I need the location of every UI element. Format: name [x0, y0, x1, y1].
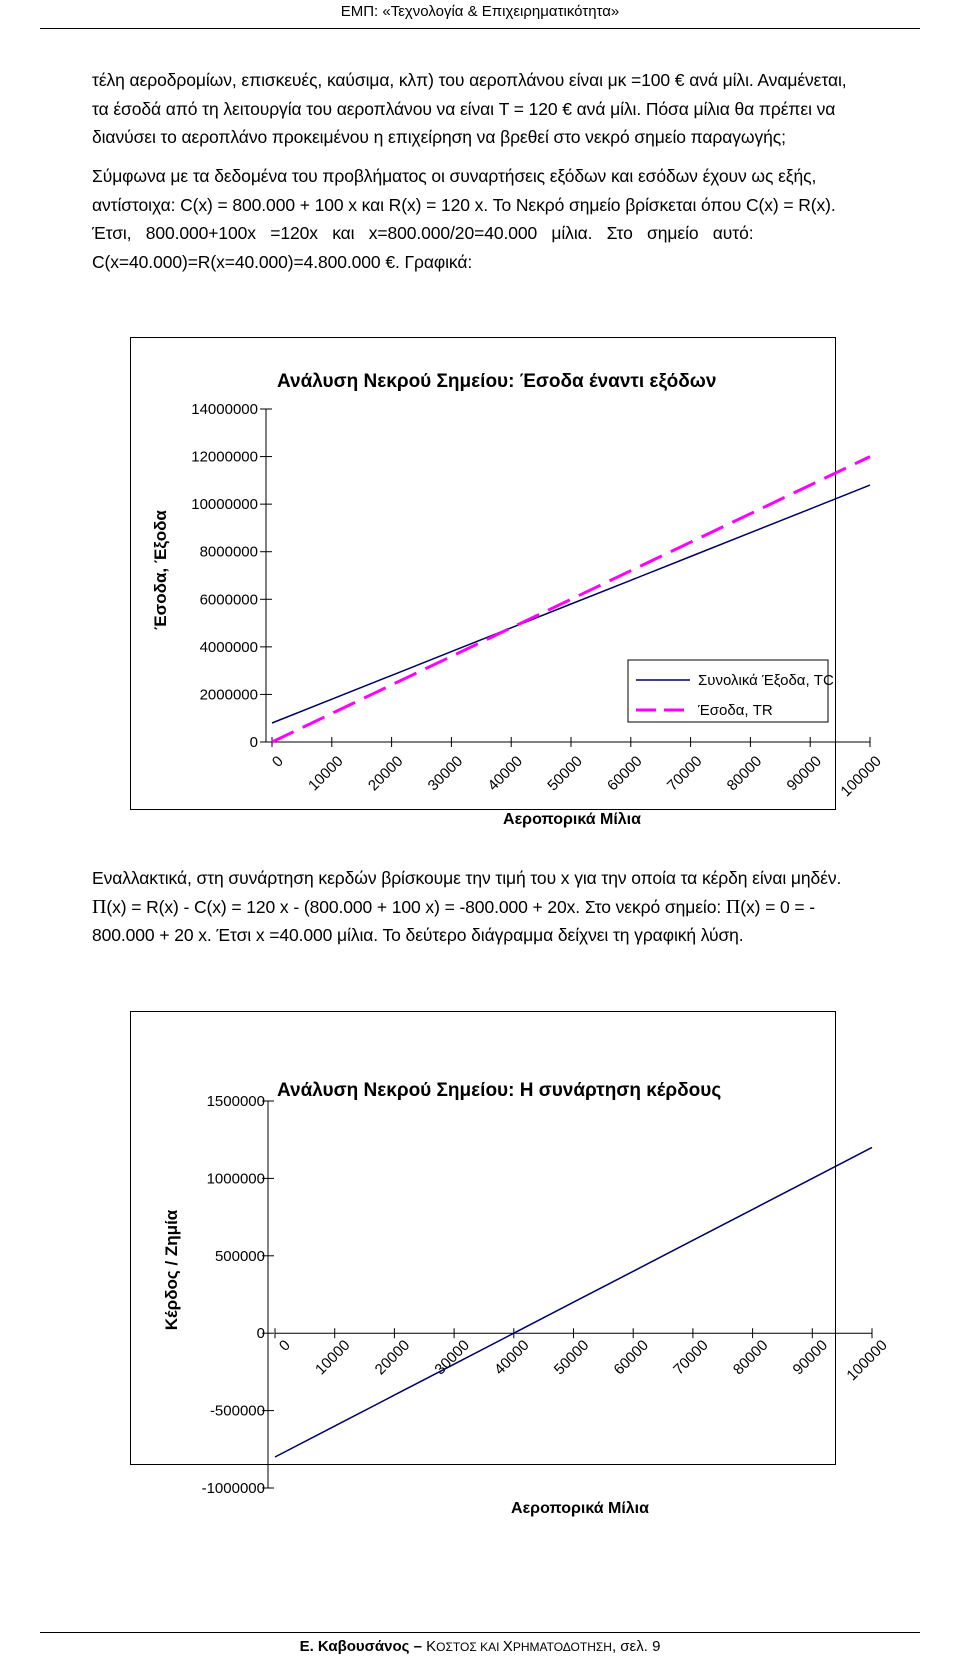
- text-line: Σύμφωνα με τα δεδομένα του προβλήματος οι συναρτήσεις εξόδων και εσόδων έχουν ως εξής,: [92, 166, 817, 186]
- text-line: Έτσι, 800.000+100x =120x και x=800.000/20=40.000 μίλια. Στο σημείο αυτό:: [92, 223, 754, 243]
- x-tick-label: 50000: [550, 1336, 593, 1379]
- x-tick-label: 50000: [544, 752, 586, 795]
- y-tick-label: 1000000: [206, 1170, 265, 1188]
- pi-symbol: Π: [92, 895, 107, 918]
- y-tick-label: 8000000: [199, 543, 258, 561]
- running-footer: [0, 1636, 960, 1658]
- pi-symbol: Π: [725, 895, 741, 918]
- y-tick-label: 12000000: [191, 448, 258, 466]
- x-tick-label: 80000: [723, 752, 766, 795]
- x-tick-label: 70000: [670, 1336, 712, 1379]
- x-axis-title: Αεροπορικά Μίλια: [511, 1500, 649, 1517]
- y-tick-label: 500000: [214, 1247, 265, 1265]
- footer-x: Χ: [502, 1638, 513, 1655]
- y-tick-label: 2000000: [199, 686, 258, 704]
- text-line: τέλη αεροδρομίων, επισκευές, καύσιμα, κλπ) του αεροπλάνου είναι μκ =100 € ανά μίλι. Αναμένεται,: [92, 70, 847, 90]
- text-segment: (x) = 0 = -: [740, 896, 815, 917]
- x-tick-label: 40000: [491, 1336, 533, 1379]
- x-tick-label: 30000: [431, 1336, 473, 1379]
- text-line: διανύσει το αεροπλάνο προκειμένου η επιχείρηση να βρεθεί στο νεκρό σημείο παραγωγής;: [92, 127, 786, 147]
- y-axis-title: Έσοδα, Έξοδα: [151, 510, 170, 630]
- footer-x-rest: ΡΗΜΑΤΟΔΟΤΗΣΗ: [512, 1640, 612, 1654]
- text-line: [92, 893, 952, 922]
- y-tick-label: 0: [256, 1325, 265, 1343]
- x-tick-label: 100000: [843, 1336, 891, 1385]
- x-tick-label: 70000: [663, 752, 706, 795]
- x-tick-label: 10000: [305, 752, 347, 795]
- x-tick-label: 20000: [364, 752, 407, 795]
- footer-page: , σελ. 9: [611, 1638, 661, 1655]
- x-tick-label: 40000: [484, 752, 527, 795]
- x-tick-label: 20000: [371, 1336, 414, 1379]
- y-tick-label: 14000000: [191, 401, 258, 418]
- y-tick-label: -500000: [209, 1402, 265, 1420]
- y-tick-label: 0: [249, 734, 258, 751]
- legend-label: Έσοδα, TR: [698, 702, 773, 719]
- y-axis-title: Κέρδος / Ζημία: [162, 1209, 181, 1331]
- legend-label: Συνολικά Έξοδα, TC: [698, 672, 834, 689]
- x-tick-label: 0: [268, 752, 287, 771]
- y-tick-label: 1500000: [206, 1093, 265, 1110]
- running-header: ΕΜΠ: «Τεχνολογία & Επιχειρηματικότητα»: [340, 3, 620, 20]
- x-tick-label: 60000: [610, 1336, 653, 1379]
- paragraph-profit: [92, 864, 952, 950]
- chart-title: Ανάλυση Νεκρού Σημείου: Η συνάρτηση κέρδους: [277, 1080, 722, 1101]
- x-tick-label: 30000: [424, 752, 467, 795]
- text-line: Εναλλακτικά, στη συνάρτηση κερδών βρίσκουμε την τιμή του x για την οποία τα κέρδη είναι μηδέν.: [92, 868, 842, 888]
- chart-frame-profit: [130, 1011, 836, 1465]
- text-line: C(x=40.000)=R(x=40.000)=4.800.000 €. Γραφικά:: [92, 251, 473, 272]
- x-axis-title: Αεροπορικά Μίλια: [503, 811, 641, 828]
- footer-rule: [40, 1632, 920, 1633]
- footer-k: Κ: [426, 1638, 437, 1655]
- y-tick-label: 4000000: [199, 638, 258, 656]
- text-line: αντίστοιχα: C(x) = 800.000 + 100 x και R(x) = 120 x. Το Νεκρό σημείο βρίσκεται όπου C(x) = R(x).: [92, 194, 836, 215]
- chart-title: Ανάλυση Νεκρού Σημείου: Έσοδα έναντι εξόδων: [277, 371, 717, 392]
- x-tick-label: 90000: [789, 1336, 832, 1379]
- x-tick-label: 80000: [729, 1336, 772, 1379]
- footer-k-rest: ΟΣΤΟΣ ΚΑΙ: [436, 1640, 503, 1654]
- x-tick-label: 60000: [604, 752, 646, 795]
- x-tick-label: 0: [275, 1336, 294, 1355]
- footer-author: Ε. Καβουσάνος: [299, 1638, 410, 1655]
- text-line: 800.000 + 20 x. Έτσι x =40.000 μίλια. Το δεύτερο διάγραμμα δείχνει τη γραφική λύση.: [92, 925, 744, 945]
- x-tick-label: 100000: [837, 752, 885, 801]
- y-tick-label: 10000000: [191, 496, 258, 514]
- y-tick-label: 6000000: [199, 591, 258, 609]
- text-line: τα έσοδά από τη λειτουργία του αεροπλάνου να είναι T = 120 € ανά μίλι. Πόσα μίλια θα πρέπει να: [92, 98, 836, 119]
- y-tick-label: -1000000: [201, 1480, 265, 1497]
- text-segment: (x) = R(x) - C(x) = 120 x - (800.000 + 100 x) = -800.000 + 20x. Στο νεκρό σημείο:: [106, 896, 726, 917]
- footer-dash: –: [409, 1638, 427, 1655]
- x-tick-label: 90000: [783, 752, 826, 795]
- x-tick-label: 10000: [312, 1336, 354, 1379]
